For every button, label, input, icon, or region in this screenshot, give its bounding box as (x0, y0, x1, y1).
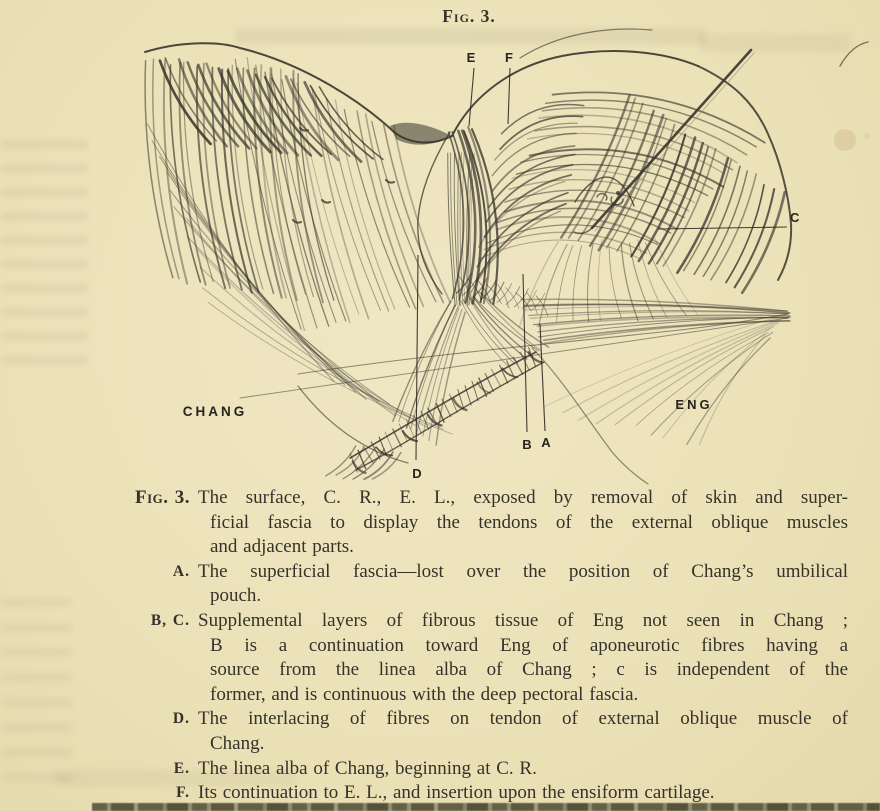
caption-text: The superficial fascia—lost over the position of Chang’s umbilical (198, 560, 848, 582)
figure-caption (0, 486, 880, 806)
caption-line (0, 511, 880, 536)
label-f: F (505, 50, 513, 65)
caption-text: Supplemental layers of fibrous tissue of Eng not seen in Chang ; (198, 609, 848, 631)
label-a: A (541, 435, 551, 450)
foxing-spot (864, 133, 870, 139)
caption-line (0, 584, 880, 609)
caption-text: The linea alba of Chang, beginning at C. R. (198, 757, 537, 779)
label-eng: ENG (675, 397, 713, 412)
caption-term: D. (172, 710, 190, 728)
caption-line (0, 634, 880, 659)
caption-line (0, 732, 880, 757)
caption-line (0, 683, 880, 708)
caption-term: E. (173, 759, 190, 777)
caption-text: B is a continuation toward Eng of aponeurotic fibres having a (210, 634, 848, 656)
label-chang: CHANG (182, 404, 248, 419)
caption-text: former, and is continuous with the deep pectoral fascia. (210, 683, 639, 705)
label-b: B (522, 437, 532, 452)
caption-text: ficial fascia to display the tendons of the external oblique muscles (210, 511, 848, 533)
caption-text: and adjacent parts. (210, 536, 354, 558)
caption-line (0, 535, 880, 560)
engraving-hatching (145, 29, 868, 484)
caption-term: F. (176, 784, 190, 802)
caption-text: pouch. (210, 585, 262, 607)
caption-line (0, 658, 880, 683)
label-e: E (466, 50, 476, 65)
label-d: D (412, 466, 422, 481)
caption-line (0, 486, 880, 511)
caption-line (0, 757, 880, 782)
caption-line (0, 609, 880, 634)
caption-term: Fig. 3. (134, 487, 190, 508)
label-c: C (790, 210, 800, 225)
figure-heading: Fig. 3. (442, 6, 496, 26)
caption-term: B, C. (150, 611, 190, 629)
caption-text: Chang. (210, 732, 265, 754)
caption-text: The interlacing of fibres on tendon of external oblique muscle of (198, 708, 848, 730)
caption-text: source from the linea alba of Chang ; c is independent of the (210, 659, 848, 681)
foxing-spot (834, 129, 856, 151)
caption-line (0, 707, 880, 732)
caption-term: A. (172, 562, 190, 580)
cropped-next-text-line (92, 803, 880, 811)
caption-text: Its continuation to E. L., and insertion upon the ensiform cartilage. (198, 782, 715, 804)
caption-line (0, 560, 880, 585)
caption-text: The surface, C. R., E. L., exposed by removal of skin and super- (198, 487, 848, 508)
